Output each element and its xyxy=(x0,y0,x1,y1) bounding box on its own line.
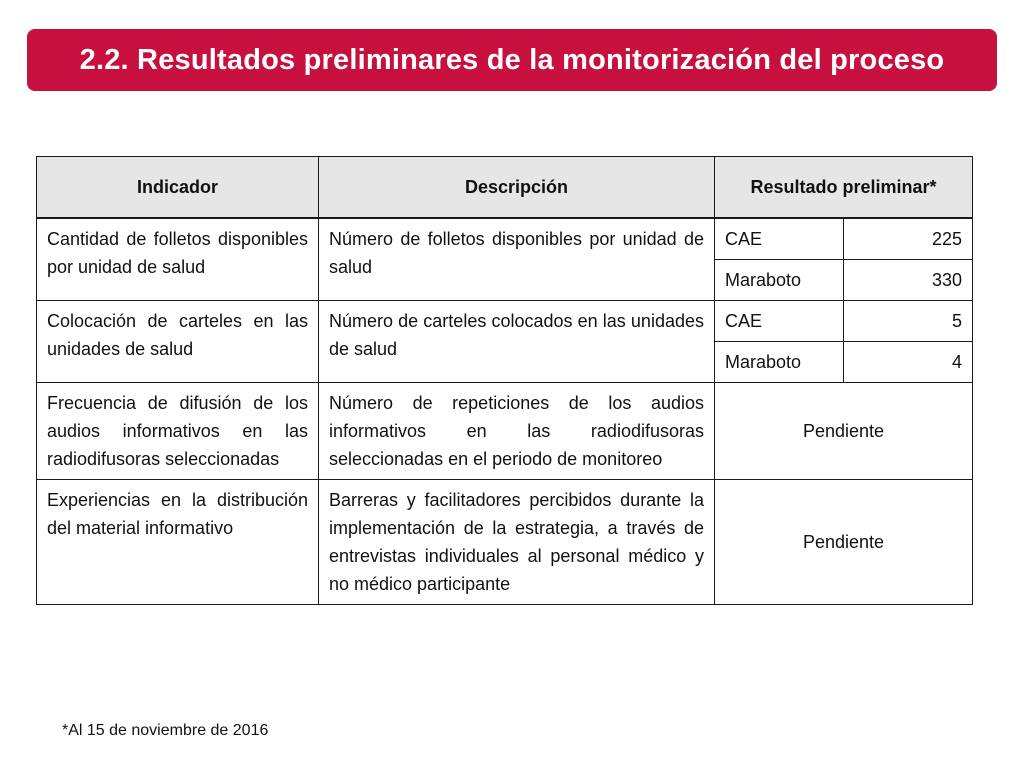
cell-descripcion: Número de carteles colocados en las unidades de salud xyxy=(319,301,715,383)
cell-site: Maraboto xyxy=(715,260,844,301)
header-resultado: Resultado preliminar* xyxy=(715,157,973,219)
cell-descripcion: Barreras y facilitadores percibidos durante la implementación de la estrategia, a través de entrevistas individuales al personal médico y no médico participante xyxy=(319,480,715,605)
cell-site: CAE xyxy=(715,301,844,342)
table-row xyxy=(37,480,973,605)
footnote: *Al 15 de noviembre de 2016 xyxy=(62,722,269,739)
table-row xyxy=(37,218,973,260)
page-title: 2.2. Resultados preliminares de la monitorización del proceso xyxy=(79,43,945,76)
cell-descripcion: Número de folletos disponibles por unidad de salud xyxy=(319,218,715,301)
cell-descripcion: Número de repeticiones de los audios informativos en las radiodifusoras seleccionadas en el periodo de monitoreo xyxy=(319,383,715,480)
table-row xyxy=(37,383,973,480)
header-indicador: Indicador xyxy=(37,157,319,219)
table-row xyxy=(37,301,973,342)
cell-site: Maraboto xyxy=(715,342,844,383)
cell-value: 5 xyxy=(844,301,973,342)
cell-value: 4 xyxy=(844,342,973,383)
cell-indicador: Frecuencia de difusión de los audios informativos en las radiodifusoras seleccionadas xyxy=(37,383,319,480)
table-header-row xyxy=(37,157,973,219)
cell-indicador: Experiencias en la distribución del material informativo xyxy=(37,480,319,605)
cell-site: CAE xyxy=(715,218,844,260)
cell-indicador: Cantidad de folletos disponibles por unidad de salud xyxy=(37,218,319,301)
cell-indicador: Colocación de carteles en las unidades de salud xyxy=(37,301,319,383)
title-banner xyxy=(27,29,997,91)
cell-status: Pendiente xyxy=(715,383,973,480)
results-table xyxy=(36,156,973,605)
cell-value: 330 xyxy=(844,260,973,301)
cell-value: 225 xyxy=(844,218,973,260)
cell-status: Pendiente xyxy=(715,480,973,605)
header-descripcion: Descripción xyxy=(319,157,715,219)
